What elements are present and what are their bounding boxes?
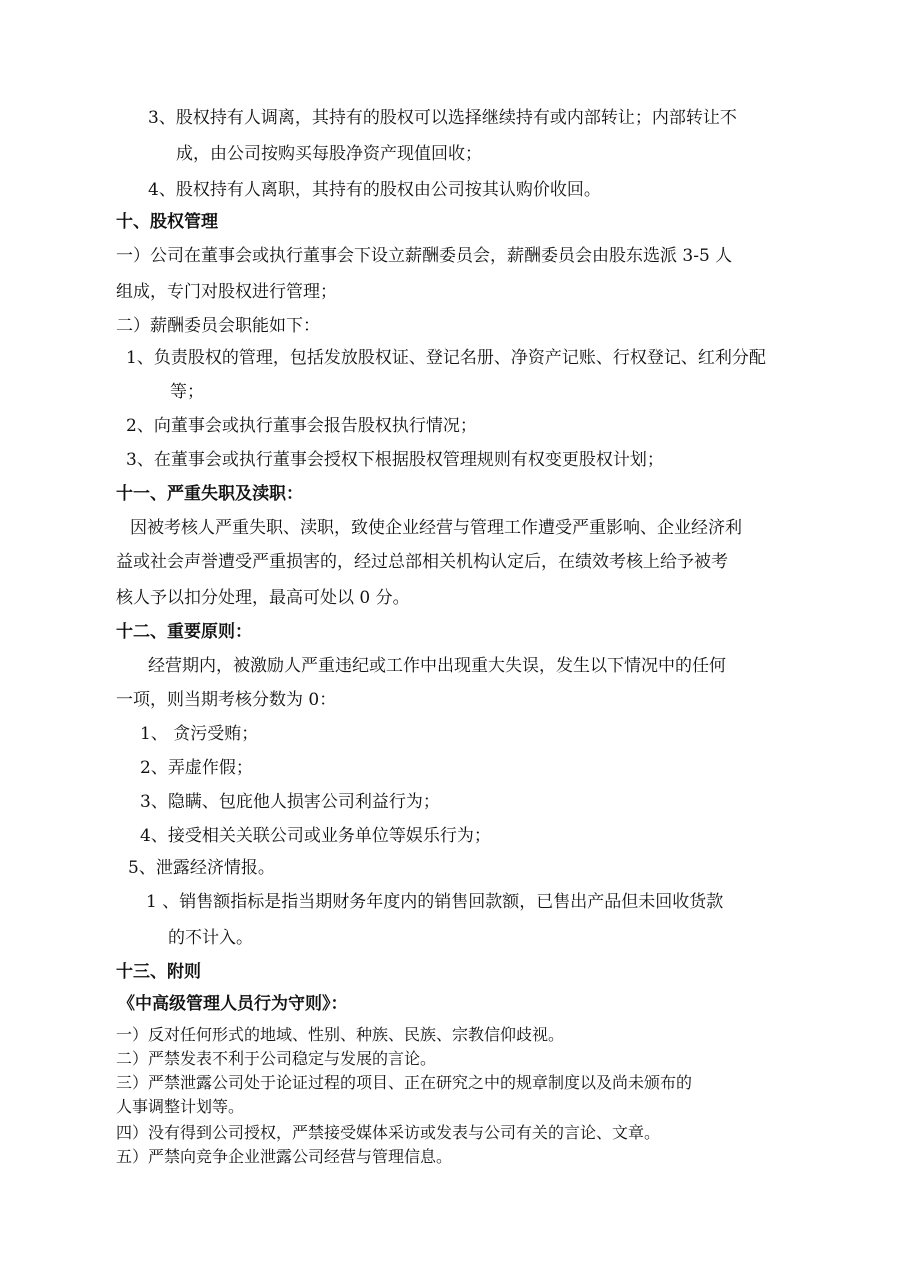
list-item: 1 、销售额指标是指当期财务年度内的销售回款额，已售出产品但未回收货款 <box>146 892 724 912</box>
paragraph-line: 核人予以扣分处理，最高可处以 0 分。 <box>116 588 410 608</box>
list-item: 三）严禁泄露公司处于论证过程的项目、正在研究之中的规章制度以及尚未颁布的 <box>116 1073 693 1092</box>
list-item: 5、泄露经济情报。 <box>128 858 275 878</box>
paragraph-line: 益或社会声誉遭受严重损害的，经过总部相关机构认定后，在绩效考核上给予被考 <box>116 552 728 572</box>
section-heading-13: 十三、附则 <box>116 962 201 982</box>
list-item: 1、负责股权的管理，包括发放股权证、登记名册、净资产记账、行权登记、红利分配 <box>126 348 766 368</box>
paragraph-line: 4、股权持有人离职，其持有的股权由公司按其认购价收回。 <box>148 180 601 200</box>
list-item: 四）没有得到公司授权，严禁接受媒体采访或发表与公司有关的言论、文章。 <box>116 1123 661 1142</box>
paragraph-line: 人事调整计划等。 <box>116 1097 245 1116</box>
paragraph-line: 一）公司在董事会或执行董事会下设立薪酬委员会，薪酬委员会由股东选派 3-5 人 <box>116 246 733 266</box>
list-item: 3、隐瞒、包庇他人损害公司利益行为； <box>140 792 440 812</box>
code-of-conduct-title: 《中高级管理人员行为守则》： <box>118 994 348 1014</box>
section-heading-11: 十一、严重失职及渎职： <box>116 484 303 504</box>
paragraph-line: 一项，则当期考核分数为 0： <box>116 690 337 710</box>
paragraph-line: 等； <box>170 382 204 402</box>
list-item: 二）严禁发表不利于公司稳定与发展的言论。 <box>116 1049 437 1068</box>
paragraph-line: 因被考核人严重失职、渎职，致使企业经营与管理工作遭受严重影响、企业经济利 <box>130 518 742 538</box>
list-item: 1、 贪污受贿； <box>140 724 259 744</box>
list-item: 一）反对任何形式的地域、性别、种族、民族、宗教信仰歧视。 <box>116 1025 565 1044</box>
paragraph-line: 组成，专门对股权进行管理； <box>116 282 337 302</box>
section-heading-10: 十、股权管理 <box>116 212 218 232</box>
list-item: 4、接受相关关联公司或业务单位等娱乐行为； <box>140 826 491 846</box>
list-item: 3、在董事会或执行董事会授权下根据股权管理规则有权变更股权计划； <box>126 450 664 470</box>
paragraph-line: 3、股权持有人调离，其持有的股权可以选择继续持有或内部转让；内部转让不 <box>148 108 737 128</box>
paragraph-line: 经营期内，被激励人严重违纪或工作中出现重大失误，发生以下情况中的任何 <box>148 656 726 676</box>
paragraph-line: 二）薪酬委员会职能如下： <box>116 316 320 336</box>
paragraph-line: 的不计入。 <box>168 928 253 948</box>
list-item: 2、弄虚作假； <box>140 758 253 778</box>
list-item: 2、向董事会或执行董事会报告股权执行情况； <box>126 416 477 436</box>
list-item: 五）严禁向竞争企业泄露公司经营与管理信息。 <box>116 1147 453 1166</box>
section-heading-12: 十二、重要原则： <box>116 622 252 642</box>
paragraph-line: 成，由公司按购买每股净资产现值回收； <box>176 144 482 164</box>
